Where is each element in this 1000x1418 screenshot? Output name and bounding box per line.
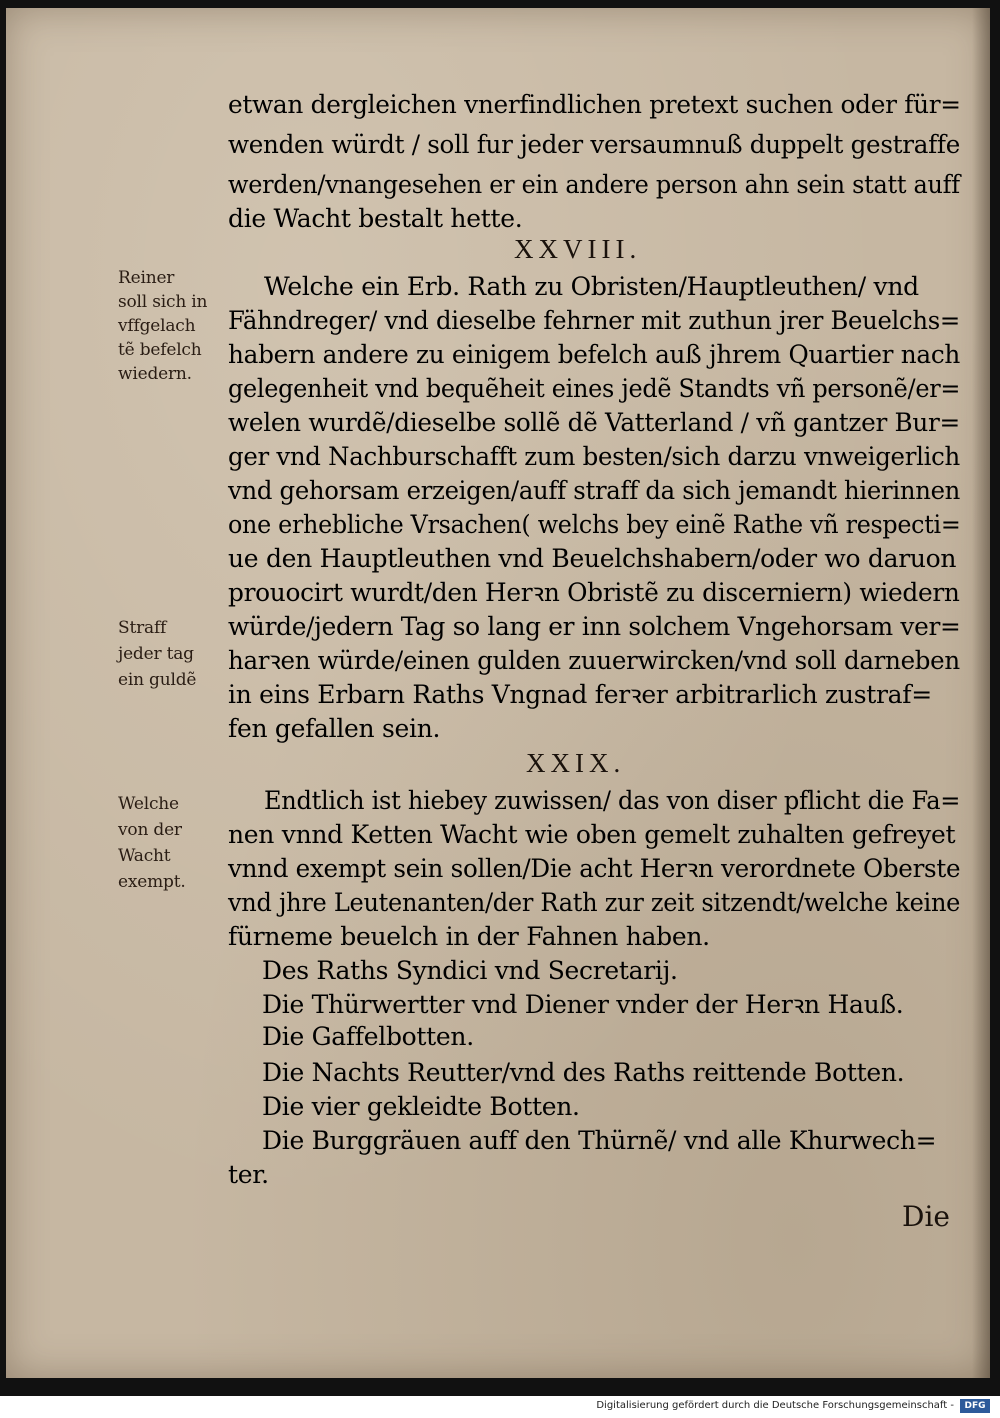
text-line: vnnd exempt sein sollen/Die acht Herꝛn verordnete Oberste [228,854,961,883]
text-line: vnd jhre Leutenanten/der Rath zur zeit sitzendt/welche keine [228,888,961,917]
text-line: prouocirt wurdt/den Herꝛn Obristẽ zu discerniern) wiedern [228,578,960,607]
text-line: ger vnd Nachburschafft zum besten/sich darzu vnweigerlich [228,442,960,471]
text-line: Welche ein Erb. Rath zu Obristen/Hauptleuthen/ vnd [264,272,919,301]
text-line: die Wacht bestalt hette. [228,204,523,233]
dfg-logo: DFG [960,1399,990,1413]
text-line: nen vnnd Ketten Wacht wie oben gemelt zuhalten gefreyet [228,820,956,849]
margin-note-line: tẽ befelch [118,340,202,360]
section-numeral-29: XXIX. [526,748,626,778]
text-line: gelegenheit vnd bequẽheit eines jedẽ Standts vñ personẽ/er= [228,374,961,403]
text-line: fürneme beuelch in der Fahnen haben. [228,922,710,951]
list-line: Des Raths Syndici vnd Secretarij. [262,956,678,985]
margin-note-line: Welche [118,794,179,814]
footer-text: Digitalisierung gefördert durch die Deutsche Forschungsgemeinschaft - [596,1400,954,1411]
margin-note-line: jeder tag [118,644,194,664]
margin-note-line: Reiner [118,268,175,288]
text-line: one erhebliche Vrsachen( welchs bey einẽ Rathe vñ respecti= [228,510,961,539]
text-line: vnd gehorsam erzeigen/auff straff da sich jemandt hierinnen [228,476,961,505]
margin-note-line: wiedern. [118,364,192,384]
margin-note-line: Wacht [118,846,171,866]
text-line: wenden würdt / soll fur jeder versaumnuß duppelt gestraffe [228,130,960,159]
list-line: ter. [228,1160,269,1189]
document-page [6,8,990,1378]
text-line: fen gefallen sein. [228,714,441,743]
footer-bar [0,1396,1000,1418]
list-line: Die Thürwertter vnd Diener vnder der Herꝛn Hauß. [262,990,904,1019]
margin-note-line: von der [118,820,182,840]
text-line: würde/jedern Tag so lang er inn solchem Vngehorsam ver= [228,612,961,641]
margin-note-line: soll sich in [118,292,208,312]
margin-note-line: exempt. [118,872,186,892]
list-line: Die Gaffelbotten. [262,1022,474,1051]
list-line: Die Nachts Reutter/vnd des Raths reittende Botten. [262,1058,905,1087]
catchword: Die [902,1200,950,1233]
margin-note-line: vffgelach [118,316,196,336]
text-line: etwan dergleichen vnerfindlichen pretext suchen oder für= [228,90,961,119]
text-line: welen wurdẽ/dieselbe sollẽ dẽ Vatterland / vñ gantzer Bur= [228,408,960,437]
text-line: werden/vnangesehen er ein andere person ahn sein statt auff [228,170,960,199]
margin-note-line: ein guldẽ [118,670,197,690]
text-line: ue den Hauptleuthen vnd Beuelchshabern/oder wo daruon [228,544,957,573]
text-line: Endtlich ist hiebey zuwissen/ das von diser pflicht die Fa= [264,786,961,815]
list-line: Die vier gekleidte Botten. [262,1092,580,1121]
page-edge-shadow [972,8,990,1378]
text-line: Fähndreger/ vnd dieselbe fehrner mit zuthun jrer Beuelchs= [228,306,960,335]
text-line: habern andere zu einigem befelch auß jhrem Quartier nach [228,340,961,369]
text-line: in eins Erbarn Raths Vngnad ferꝛer arbitrarlich zustraf= [228,680,932,709]
list-line: Die Burggräuen auff den Thürnẽ/ vnd alle Khurwech= [262,1126,937,1155]
text-line: harꝛen würde/einen gulden zuuerwircken/vnd soll darneben [228,646,960,675]
margin-note-line: Straff [118,618,167,638]
section-numeral-28: XXVIII. [514,234,642,264]
